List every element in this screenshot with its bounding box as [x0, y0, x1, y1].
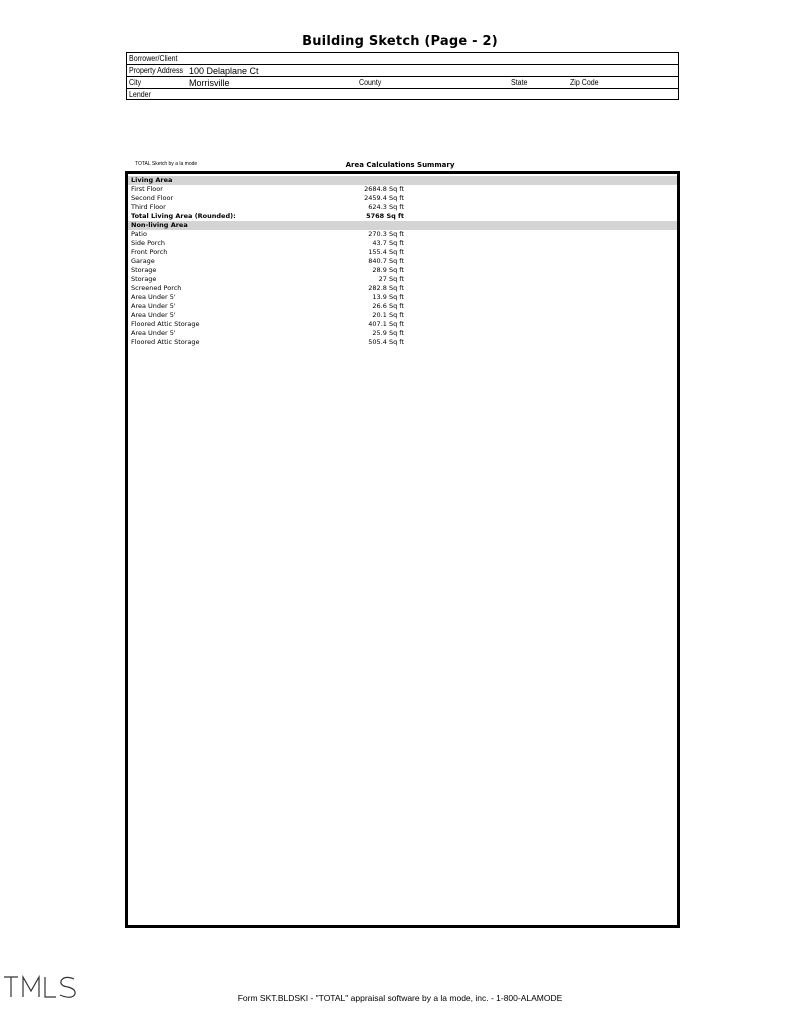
county-label: County	[359, 78, 382, 87]
address-row	[127, 65, 678, 77]
non-living-area-item-label: Area Under 5'	[131, 293, 176, 301]
borrower-label: Borrower/Client	[129, 54, 178, 63]
non-living-area-item-row	[128, 239, 677, 248]
non-living-area-item-label: Front Porch	[131, 248, 168, 256]
non-living-area-item-label: Floored Attic Storage	[131, 338, 200, 346]
non-living-area-item-value: 26.6 Sq ft	[372, 302, 404, 310]
non-living-area-item-label: Storage	[131, 266, 157, 274]
living-area-item-row	[128, 185, 677, 194]
area-summary-box	[125, 171, 680, 928]
non-living-area-item-label: Area Under 5'	[131, 329, 176, 337]
summary-title: Area Calculations Summary	[345, 161, 455, 169]
non-living-area-item-row	[128, 257, 677, 266]
non-living-area-item-value: 407.1 Sq ft	[368, 320, 404, 328]
city-row	[127, 77, 678, 89]
property-info-box	[126, 52, 679, 100]
living-area-item-label: Third Floor	[131, 203, 166, 211]
living-area-item-label: First Floor	[131, 185, 163, 193]
non-living-area-item-value: 505.4 Sq ft	[368, 338, 404, 346]
address-label: Property Address	[129, 66, 184, 75]
non-living-area-item-label: Patio	[131, 230, 147, 238]
page-title: Building Sketch (Page - 2)	[302, 34, 498, 49]
non-living-area-item-row	[128, 230, 677, 239]
living-area-item-row	[128, 203, 677, 212]
non-living-area-item-value: 25.9 Sq ft	[372, 329, 404, 337]
non-living-area-item-row	[128, 320, 677, 329]
non-living-area-item-label: Area Under 5'	[131, 311, 176, 319]
non-living-area-item-row	[128, 302, 677, 311]
total-living-area-label: Total Living Area (Rounded):	[131, 212, 236, 220]
living-area-item-row	[128, 194, 677, 203]
non-living-area-item-value: 43.7 Sq ft	[372, 239, 404, 247]
sketch-credit: TOTAL Sketch by a la mode	[135, 161, 198, 167]
non-living-area-item-value: 28.9 Sq ft	[372, 266, 404, 274]
zip-label: Zip Code	[570, 78, 599, 87]
non-living-area-item-value: 282.8 Sq ft	[368, 284, 404, 292]
non-living-area-item-row	[128, 275, 677, 284]
borrower-row	[127, 53, 678, 65]
non-living-area-item-value: 270.3 Sq ft	[368, 230, 404, 238]
form-footer: Form SKT.BLDSKI - "TOTAL" appraisal software by a la mode, inc. - 1-800-ALAMODE	[237, 993, 563, 1003]
total-living-area-row	[128, 212, 677, 221]
non-living-area-item-label: Storage	[131, 275, 157, 283]
non-living-area-item-row	[128, 284, 677, 293]
lender-label: Lender	[129, 90, 151, 99]
lender-row	[127, 89, 678, 101]
non-living-area-item-label: Side Porch	[131, 239, 166, 247]
state-label: State	[511, 78, 528, 87]
non-living-area-item-label: Floored Attic Storage	[131, 320, 200, 328]
living-area-item-value: 2684.8 Sq ft	[364, 185, 404, 193]
area-rows	[128, 176, 677, 347]
city-label: City	[129, 78, 142, 87]
non-living-area-item-label: Area Under 5'	[131, 302, 176, 310]
total-living-area-value: 5768 Sq ft	[366, 212, 404, 220]
non-living-area-item-row	[128, 293, 677, 302]
non-living-area-item-value: 27 Sq ft	[378, 275, 404, 283]
non-living-area-item-row	[128, 266, 677, 275]
non-living-area-item-row	[128, 248, 677, 257]
city-value: Morrisville	[189, 78, 230, 88]
address-value: 100 Delaplane Ct	[189, 66, 259, 76]
non-living-area-item-value: 20.1 Sq ft	[372, 311, 404, 319]
non-living-area-item-label: Screened Porch	[131, 284, 182, 292]
living-area-heading-label: Living Area	[131, 176, 173, 184]
living-area-item-value: 624.3 Sq ft	[368, 203, 404, 211]
non-living-area-item-value: 155.4 Sq ft	[368, 248, 404, 256]
non-living-area-item-value: 13.9 Sq ft	[372, 293, 404, 301]
non-living-area-item-label: Garage	[131, 257, 155, 265]
living-area-item-value: 2459.4 Sq ft	[364, 194, 404, 202]
non-living-area-item-row	[128, 338, 677, 347]
non-living-area-item-row	[128, 329, 677, 338]
non-living-area-heading-label: Non-living Area	[131, 221, 188, 229]
living-area-item-label: Second Floor	[131, 194, 174, 202]
non-living-area-heading	[128, 221, 677, 230]
living-area-heading	[128, 176, 677, 185]
non-living-area-item-row	[128, 311, 677, 320]
non-living-area-item-value: 840.7 Sq ft	[368, 257, 404, 265]
